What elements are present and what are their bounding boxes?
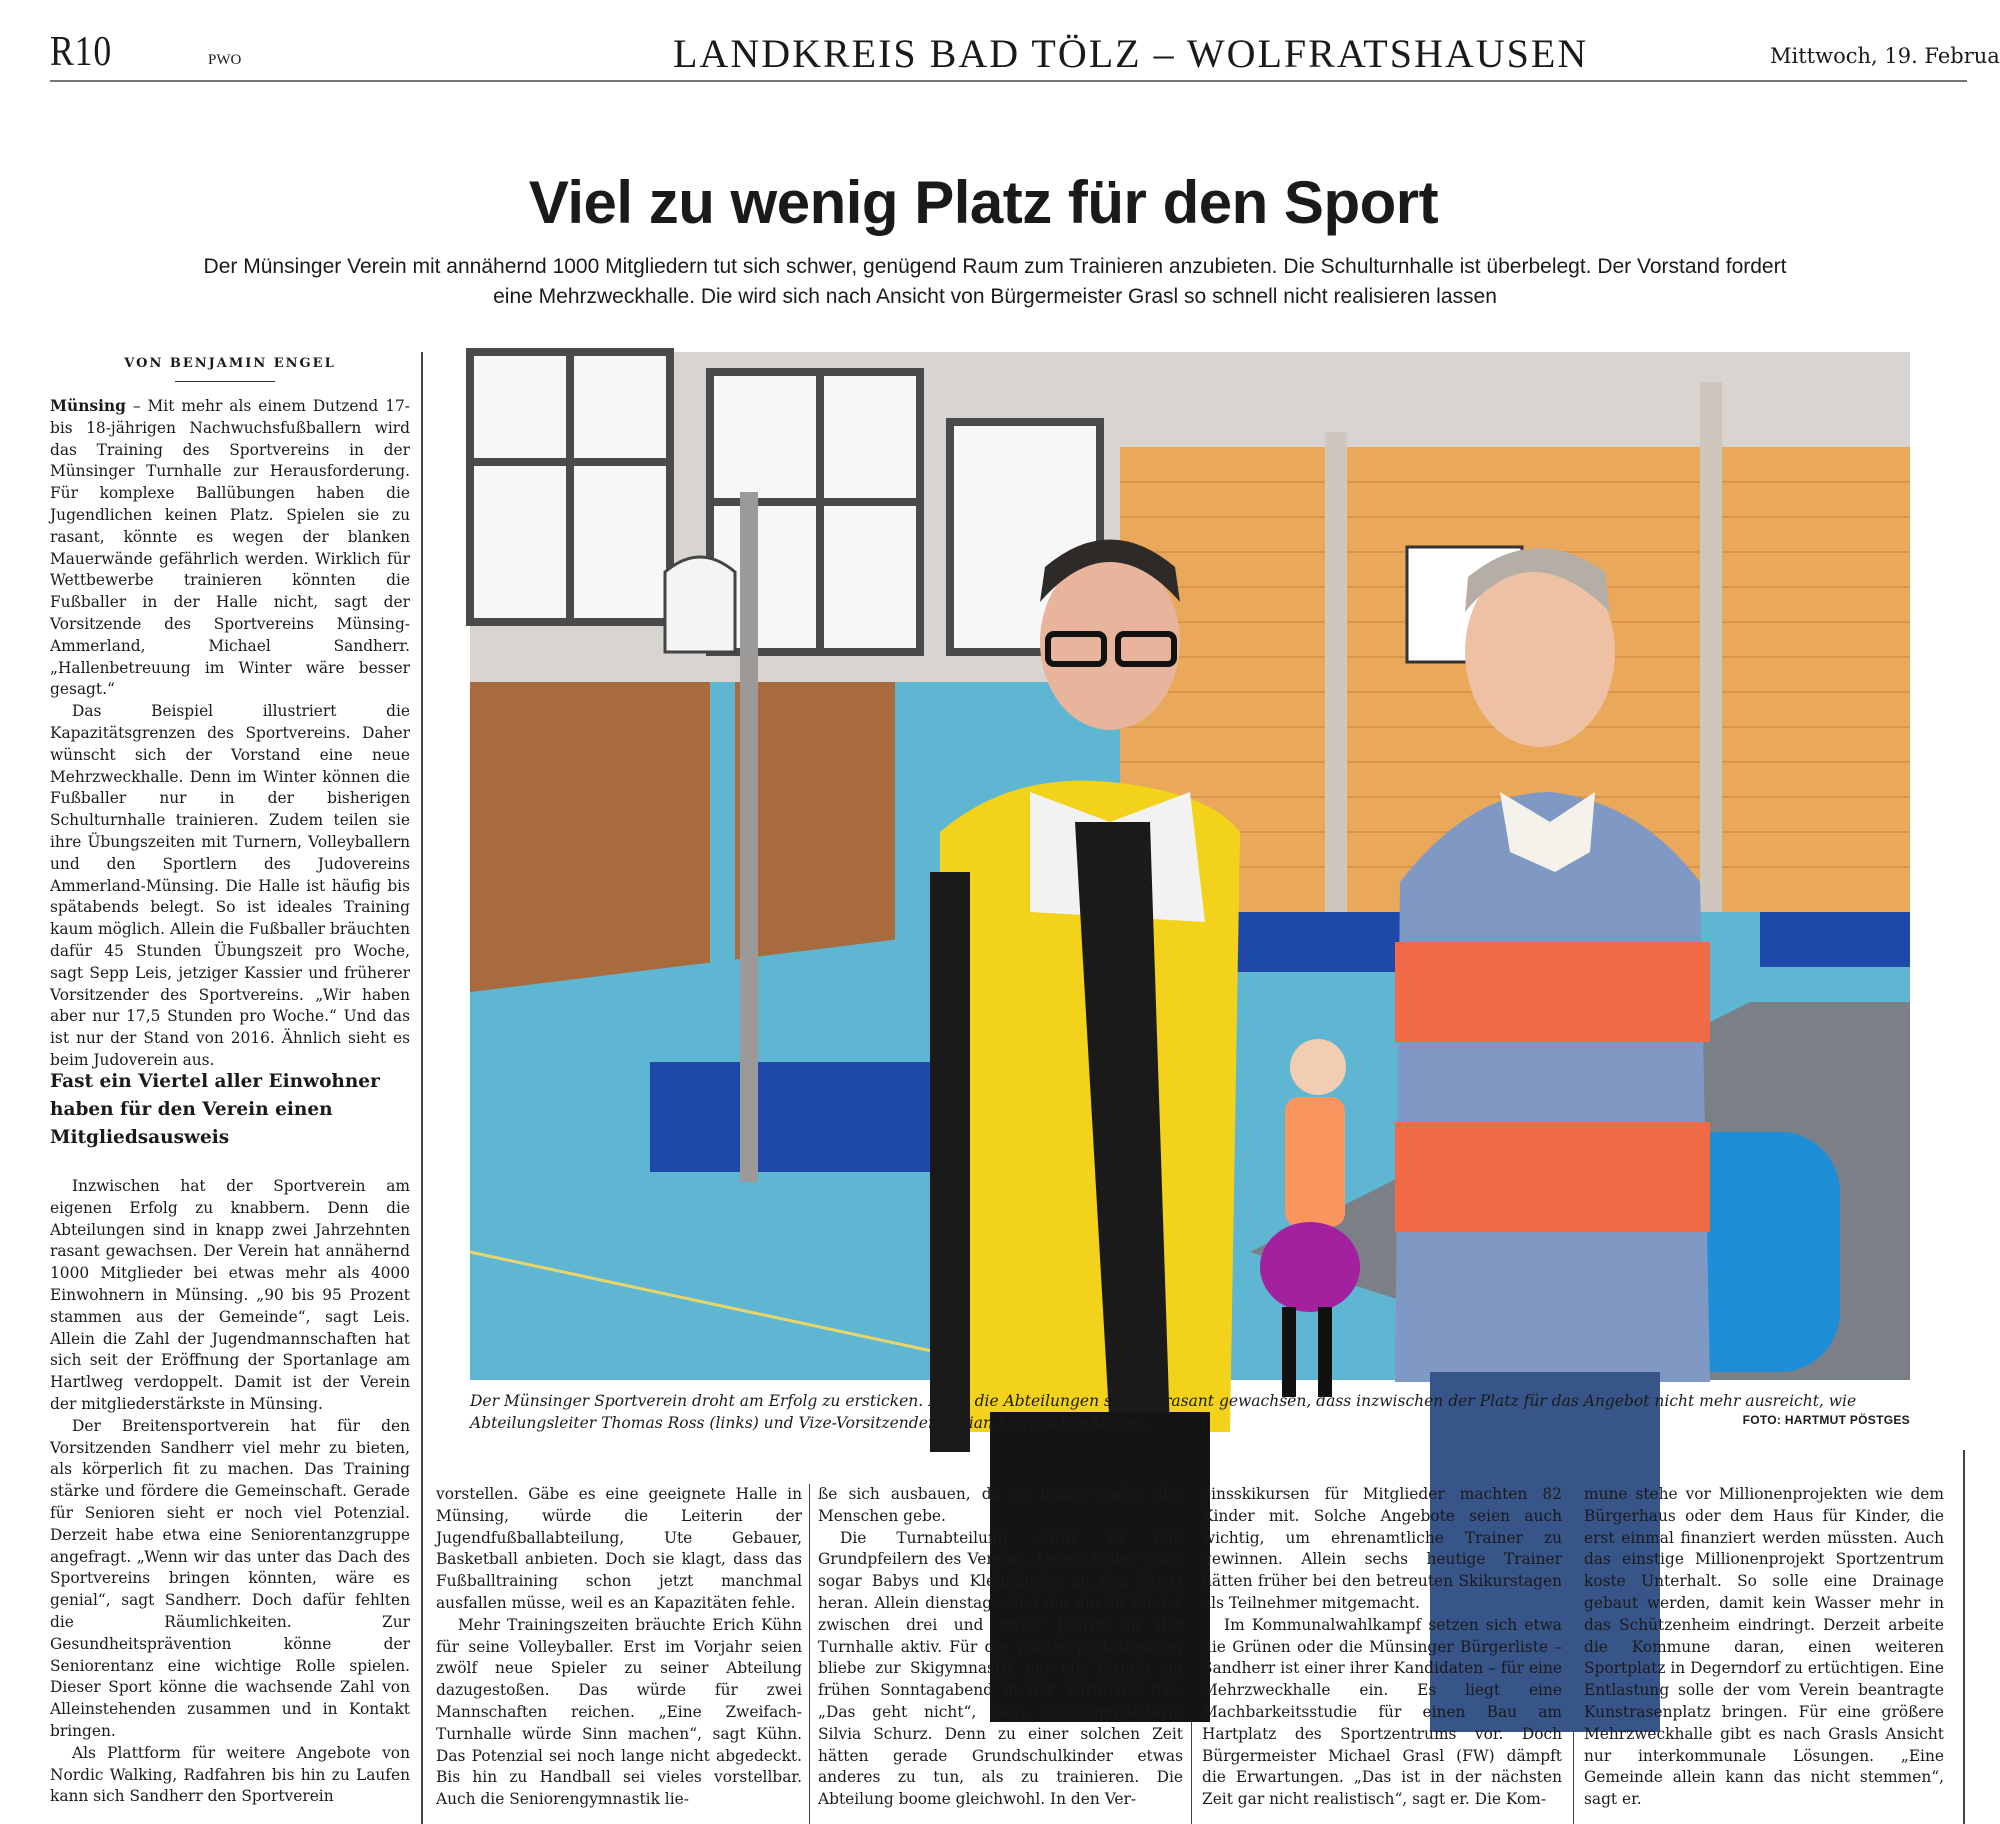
paragraph: mune stehe vor Millionenprojekten wie dem Bürgerhaus oder dem Haus für Kinder, die erst einmal finanziert werden müssten. Auch das einstige Millionenprojekt Sportzentrum koste Unterhalt. So solle eine Drainage gebaut werden, damit kein Wasser mehr in das Schützenheim eindringt. Derzeit arbeite die Kommune daran, einen weiteren Sportplatz in Degerndorf zu ertüchtigen. Eine Entlastung solle der vom Verein beantragte Kunstrasenplatz bringen. Für eine größere Mehrzweckhalle gibt es nach Grasls Ansicht nur interkommunale Lösungen. „Eine Gemeinde allein kann das nicht stemmen“, sagt er.	[1584, 1485, 1944, 1809]
section-title: LANDKREIS BAD TÖLZ – WOLFRATSHAUSEN	[673, 31, 1589, 76]
issue-date: Mittwoch, 19. Februa	[1770, 44, 2000, 68]
gym-photo-illustration	[470, 352, 1910, 1380]
lead-paragraph	[50, 396, 410, 701]
dateline: Münsing	[50, 397, 126, 415]
wall-pillar	[1325, 432, 1347, 932]
photo-caption: Der Münsinger Sportverein droht am Erfolg zu ersticken. Denn die Abteilungen sind so rasant gewachsen, dass inzwischen der Platz für das Angebot nicht mehr ausreicht, wie Abteilungsleiter Thomas Ross (links) und Vize-Vorsitzender Adrian Miggisch erklären.	[470, 1392, 1857, 1432]
article-column-2	[436, 1484, 802, 1811]
column-rule	[421, 352, 423, 1824]
paragraph: Als Plattform für weitere Angebote von Nordic Walking, Radfahren bis hin zu Laufen kann sich Sandherr den Sportverein	[50, 1743, 410, 1806]
paragraph: Der Breitensportverein hat für den Vorsitzenden Sandherr viel mehr zu bieten, als körperlich fit zu machen. Das Training stärke und fördere die Gemeinschaft. Gerade für Senioren sieht er noch viel Potenzial. Derzeit habe etwa eine Seniorentanzgruppe angefragt. „Wenn wir das unter das Dach des Sportvereins bringen könnten, wäre es genial“, sagt Sandherr. Doch dafür fehlten die Räumlichkeiten. Zur Gesundheitsprävention könne der Seniorentanz eine wichtige Rolle spielen. Dieser Sport könne die wachsende Zahl von Alleinstehenden zusammen und in Kontakt bringen.	[50, 1416, 410, 1740]
lead-text: – Mit mehr als einem Dutzend 17- bis 18-jährigen Nachwuchsfußballern wird das Training des Sportvereins in der Münsinger Turnhalle zur Herausforderung. Für komplexe Ballübungen haben die Jugendlichen keinen Platz. Spielen sie zu rasant, könnte es wegen der blanken Mauerwände gefährlich werden. Wirklich für Wettbewerbe trainieren könnten die Fußballer in der Halle nicht, sagt der Vorsitzende des Sportvereins Münsing-Ammerland, Michael Sandherr. „Hallenbetreuung im Winter wäre besser gesagt.“	[50, 397, 410, 699]
wall-bars	[470, 682, 710, 1012]
paragraph: Das Beispiel illustriert die Kapazitätsgrenzen des Sportvereins. Daher wünscht sich der Vorstand eine neue Mehrzweckhalle. Denn im Winter können die Fußballer nur in der bisherigen Schulturnhalle trainieren. Zudem teilen sie ihre Übungszeiten mit Turnern, Volleyballern und den Sportlern des Judovereins Ammerland-Münsing. Die Halle ist häufig bis spätabends belegt. So ist ideales Training kaum möglich. Allein die Fußballer bräuchten dafür 45 Stunden Übungszeit pro Woche, sagt Sepp Leis, jetziger Kassier und früherer Vorsitzender des Sportvereins. „Wir haben aber nur 17,5 Stunden pro Woche.“ Und das ist nur der Stand von 2016. Ähnlich sieht es beim Judoverein aus.	[50, 702, 410, 1069]
wall-bars	[735, 682, 895, 962]
gym-pole	[740, 492, 758, 1182]
paragraph: ße sich ausbauen, da es immer mehr alte Menschen gebe.	[818, 1485, 1183, 1525]
paragraph: einsskikursen für Mitglieder machten 82 Kinder mit. Solche Angebote seien auch wichtig, um ehrenamtliche Trainer zu gewinnen. Allein sechs heutige Trainer hätten früher bei den betreuten Skikurstagen als Teilnehmer mitgemacht.	[1202, 1485, 1562, 1612]
article-headline: Viel zu wenig Platz für den Sport	[528, 169, 1439, 236]
photo-credit: FOTO: HARTMUT PÖSTGES	[1742, 1413, 1910, 1427]
masthead	[50, 22, 2000, 82]
column-rule	[809, 1484, 810, 1824]
paragraph: vorstellen. Gäbe es eine geeignete Halle in Münsing, würde die Leiterin der Jugendfußballabteilung, Ute Gebauer, Basketball anbieten. Doch sie klagt, dass das Fußballtraining schon jetzt manchmal ausfallen müsse, weil es an Kapazitäten fehle.	[436, 1485, 802, 1612]
blue-mat	[650, 1062, 940, 1172]
article-photo	[470, 352, 1910, 1380]
article-column-5	[1584, 1484, 1944, 1811]
edition-label: PWO	[208, 52, 242, 68]
page-edge-rule	[1963, 1450, 1965, 1824]
paragraph: Mehr Trainingszeiten bräuchte Erich Kühn für seine Volleyballer. Erst im Vorjahr seien zwölf neue Spieler zu seiner Abteilung dazugestoßen. Das würde für zwei Mannschaften reichen. „Eine Zweifach-Turnhalle würde Sinn machen“, sagt Kühn. Das Potenzial sei noch lange nicht abgedeckt. Bis hin zu Handball sei vieles vorstellbar. Auch die Seniorengymnastik lie-	[436, 1615, 802, 1809]
article-column-1-continued	[50, 1176, 410, 1808]
article-column-4	[1202, 1484, 1562, 1811]
byline-rule	[175, 381, 275, 382]
paragraph: Inzwischen hat der Sportverein am eigenen Erfolg zu knabbern. Denn die Abteilungen sind in knapp zwei Jahrzehnten rasant gewachsen. Der Verein hat annähernd 1000 Mitglieder bei etwas mehr als 4000 Einwohnern in Münsing. „90 bis 95 Prozent stammen aus der Gemeinde“, sagt Leis. Allein die Zahl der Jugendmannschaften hat sich seit der Eröffnung der Sportanlage am Hartlweg verdoppelt. Damit ist der Verein der mitgliederstärkste in Münsing.	[50, 1177, 410, 1413]
paragraph: Im Kommunalwahlkampf setzen sich etwa die Grünen oder die Münsinger Bürgerliste – Sandherr ist einer ihrer Kandidaten – für eine Mehrzweckhalle ein. Es liegt eine Machbarkeitsstudie für einen Bau am Hartplatz des Sportzentrums vor. Doch Bürgermeister Michael Grasl (FW) dämpft die Erwartungen. „Das ist in der nächsten Zeit gar nicht realistisch“, sagt er. Die Kom-	[1202, 1615, 1562, 1809]
article-subheadline: Der Münsinger Verein mit annähernd 1000 Mitgliedern tut sich schwer, genügend Raum zum Trainieren anzubieten. Die Schulturnhalle ist überbelegt. Der Vorstand fordert eine Mehrzweckhalle. Die wird sich nach Ansicht von Bürgermeister Grasl so schnell nicht realisieren lassen	[203, 255, 1787, 308]
blue-mat	[1760, 912, 1910, 967]
byline: VON BENJAMIN ENGEL	[124, 356, 336, 371]
article-column-1	[50, 396, 410, 1072]
crosshead: Fast ein Viertel aller Einwohner haben für den Verein einen Mitgliedsausweis	[50, 1071, 380, 1148]
page-number: R10	[50, 29, 113, 75]
basketball-backboard-left	[665, 557, 735, 652]
article-column-3	[818, 1484, 1183, 1811]
paragraph: Die Turnabteilung zählt zu den Grundpfeilern des Vereins. Deren Leiter führt sogar Babys und Kleinkinder an den Sport heran. Allein dienstags sind um die 50 Kinder zwischen drei und zwölf Jahren in der Turnhalle aktiv. Für die Wintersportabteilung bliebe zur Skigymnastik nur ein Termin am frühen Sonntagabend in der Turnhalle frei. „Das geht nicht“, sagt Abteilungsleiterin Silvia Schurz. Denn zu einer solchen Zeit hätten gerade Grundschulkinder etwas anderes zu tun, als zu trainieren. Die Abteilung boome gleichwohl. In den Ver-	[818, 1528, 1183, 1809]
wall-pillar	[1700, 382, 1722, 942]
